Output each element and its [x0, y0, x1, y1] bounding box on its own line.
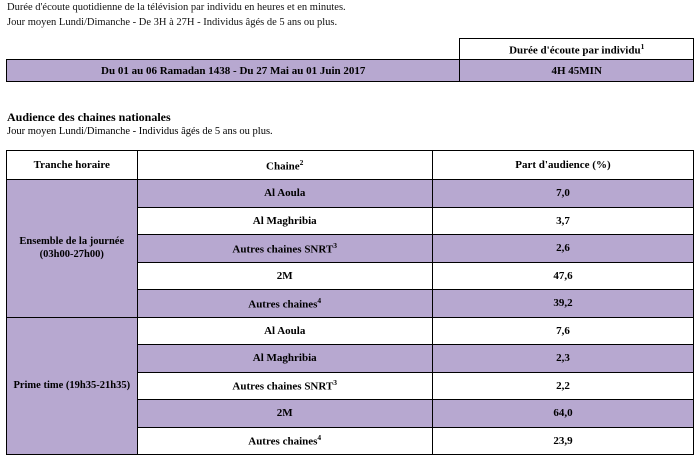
part-audience-value: 2,6 [432, 235, 693, 263]
table-header-row [7, 151, 694, 180]
group-label-line-1: Ensemble de la journée [19, 236, 125, 248]
intro-text [7, 0, 693, 30]
chaine-name [137, 290, 432, 318]
chaine-name-text: Autres chaines SNRT [232, 243, 334, 256]
group-label-ensemble [7, 180, 138, 318]
chaine-footnote: 3 [333, 378, 338, 388]
chaine-name [137, 235, 432, 263]
chaine-name: Al Aoula [137, 180, 432, 208]
column-header-chaine-text: Chaine [266, 160, 300, 173]
page-subtitle: Jour moyen Lundi/Dimanche - Individus âgés de 5 ans ou plus. [7, 126, 273, 137]
group-label-prime-time [7, 317, 138, 455]
part-audience-value: 2,2 [432, 372, 693, 400]
group-label-line-1: Prime time (19h35-21h35) [13, 380, 131, 392]
duree-value: 4H 45MIN [460, 60, 694, 82]
chaine-name-text: Autres chaines SNRT [232, 381, 334, 394]
part-audience-value: 23,9 [432, 427, 693, 455]
chaine-footnote: 3 [333, 240, 338, 250]
part-audience-value: 2,3 [432, 345, 693, 373]
chaine-name-text: Autres chaines [248, 298, 318, 311]
part-audience-value: 3,7 [432, 207, 693, 235]
chaine-name [137, 372, 432, 400]
table-row [7, 60, 694, 82]
part-audience-value: 47,6 [432, 262, 693, 290]
duree-period: Du 01 au 06 Ramadan 1438 - Du 27 Mai au 01 Juin 2017 [7, 60, 460, 82]
table-row [7, 180, 694, 208]
part-audience-value: 7,6 [432, 317, 693, 345]
part-audience-value: 7,0 [432, 180, 693, 208]
chaine-name [137, 427, 432, 455]
table-row [7, 317, 694, 345]
chaine-name: Al Maghribia [137, 345, 432, 373]
duree-header-blank [7, 39, 460, 60]
column-header-chaine-footnote: 2 [299, 157, 304, 167]
part-audience-value: 64,0 [432, 400, 693, 428]
table-row [7, 39, 694, 60]
duree-ecoute-table [6, 38, 694, 82]
column-header-tranche: Tranche horaire [7, 151, 138, 180]
chaine-name: 2M [137, 400, 432, 428]
chaine-footnote: 4 [317, 295, 322, 305]
chaine-name: Al Aoula [137, 317, 432, 345]
intro-line-2: Jour moyen Lundi/Dimanche - De 3H à 27H - Individus âgés de 5 ans ou plus. [7, 17, 338, 28]
part-audience-value: 39,2 [432, 290, 693, 318]
intro-line-1: Durée d'écoute quotidienne de la télévision par individu en heures et en minutes. [7, 2, 346, 13]
chaine-name-text: Autres chaines [248, 436, 318, 449]
group-label-line-2: (03h00-27h00) [39, 249, 104, 261]
audience-table [6, 150, 694, 455]
chaine-footnote: 4 [317, 433, 322, 443]
duree-header-text: Durée d'écoute par individu [509, 44, 641, 57]
page-title: Audience des chaines nationales [7, 110, 171, 124]
duree-header-footnote: 1 [640, 41, 645, 51]
chaine-name: 2M [137, 262, 432, 290]
duree-header-label [460, 39, 694, 60]
column-header-chaine [137, 151, 432, 180]
chaine-name: Al Maghribia [137, 207, 432, 235]
column-header-part: Part d'audience (%) [432, 151, 693, 180]
